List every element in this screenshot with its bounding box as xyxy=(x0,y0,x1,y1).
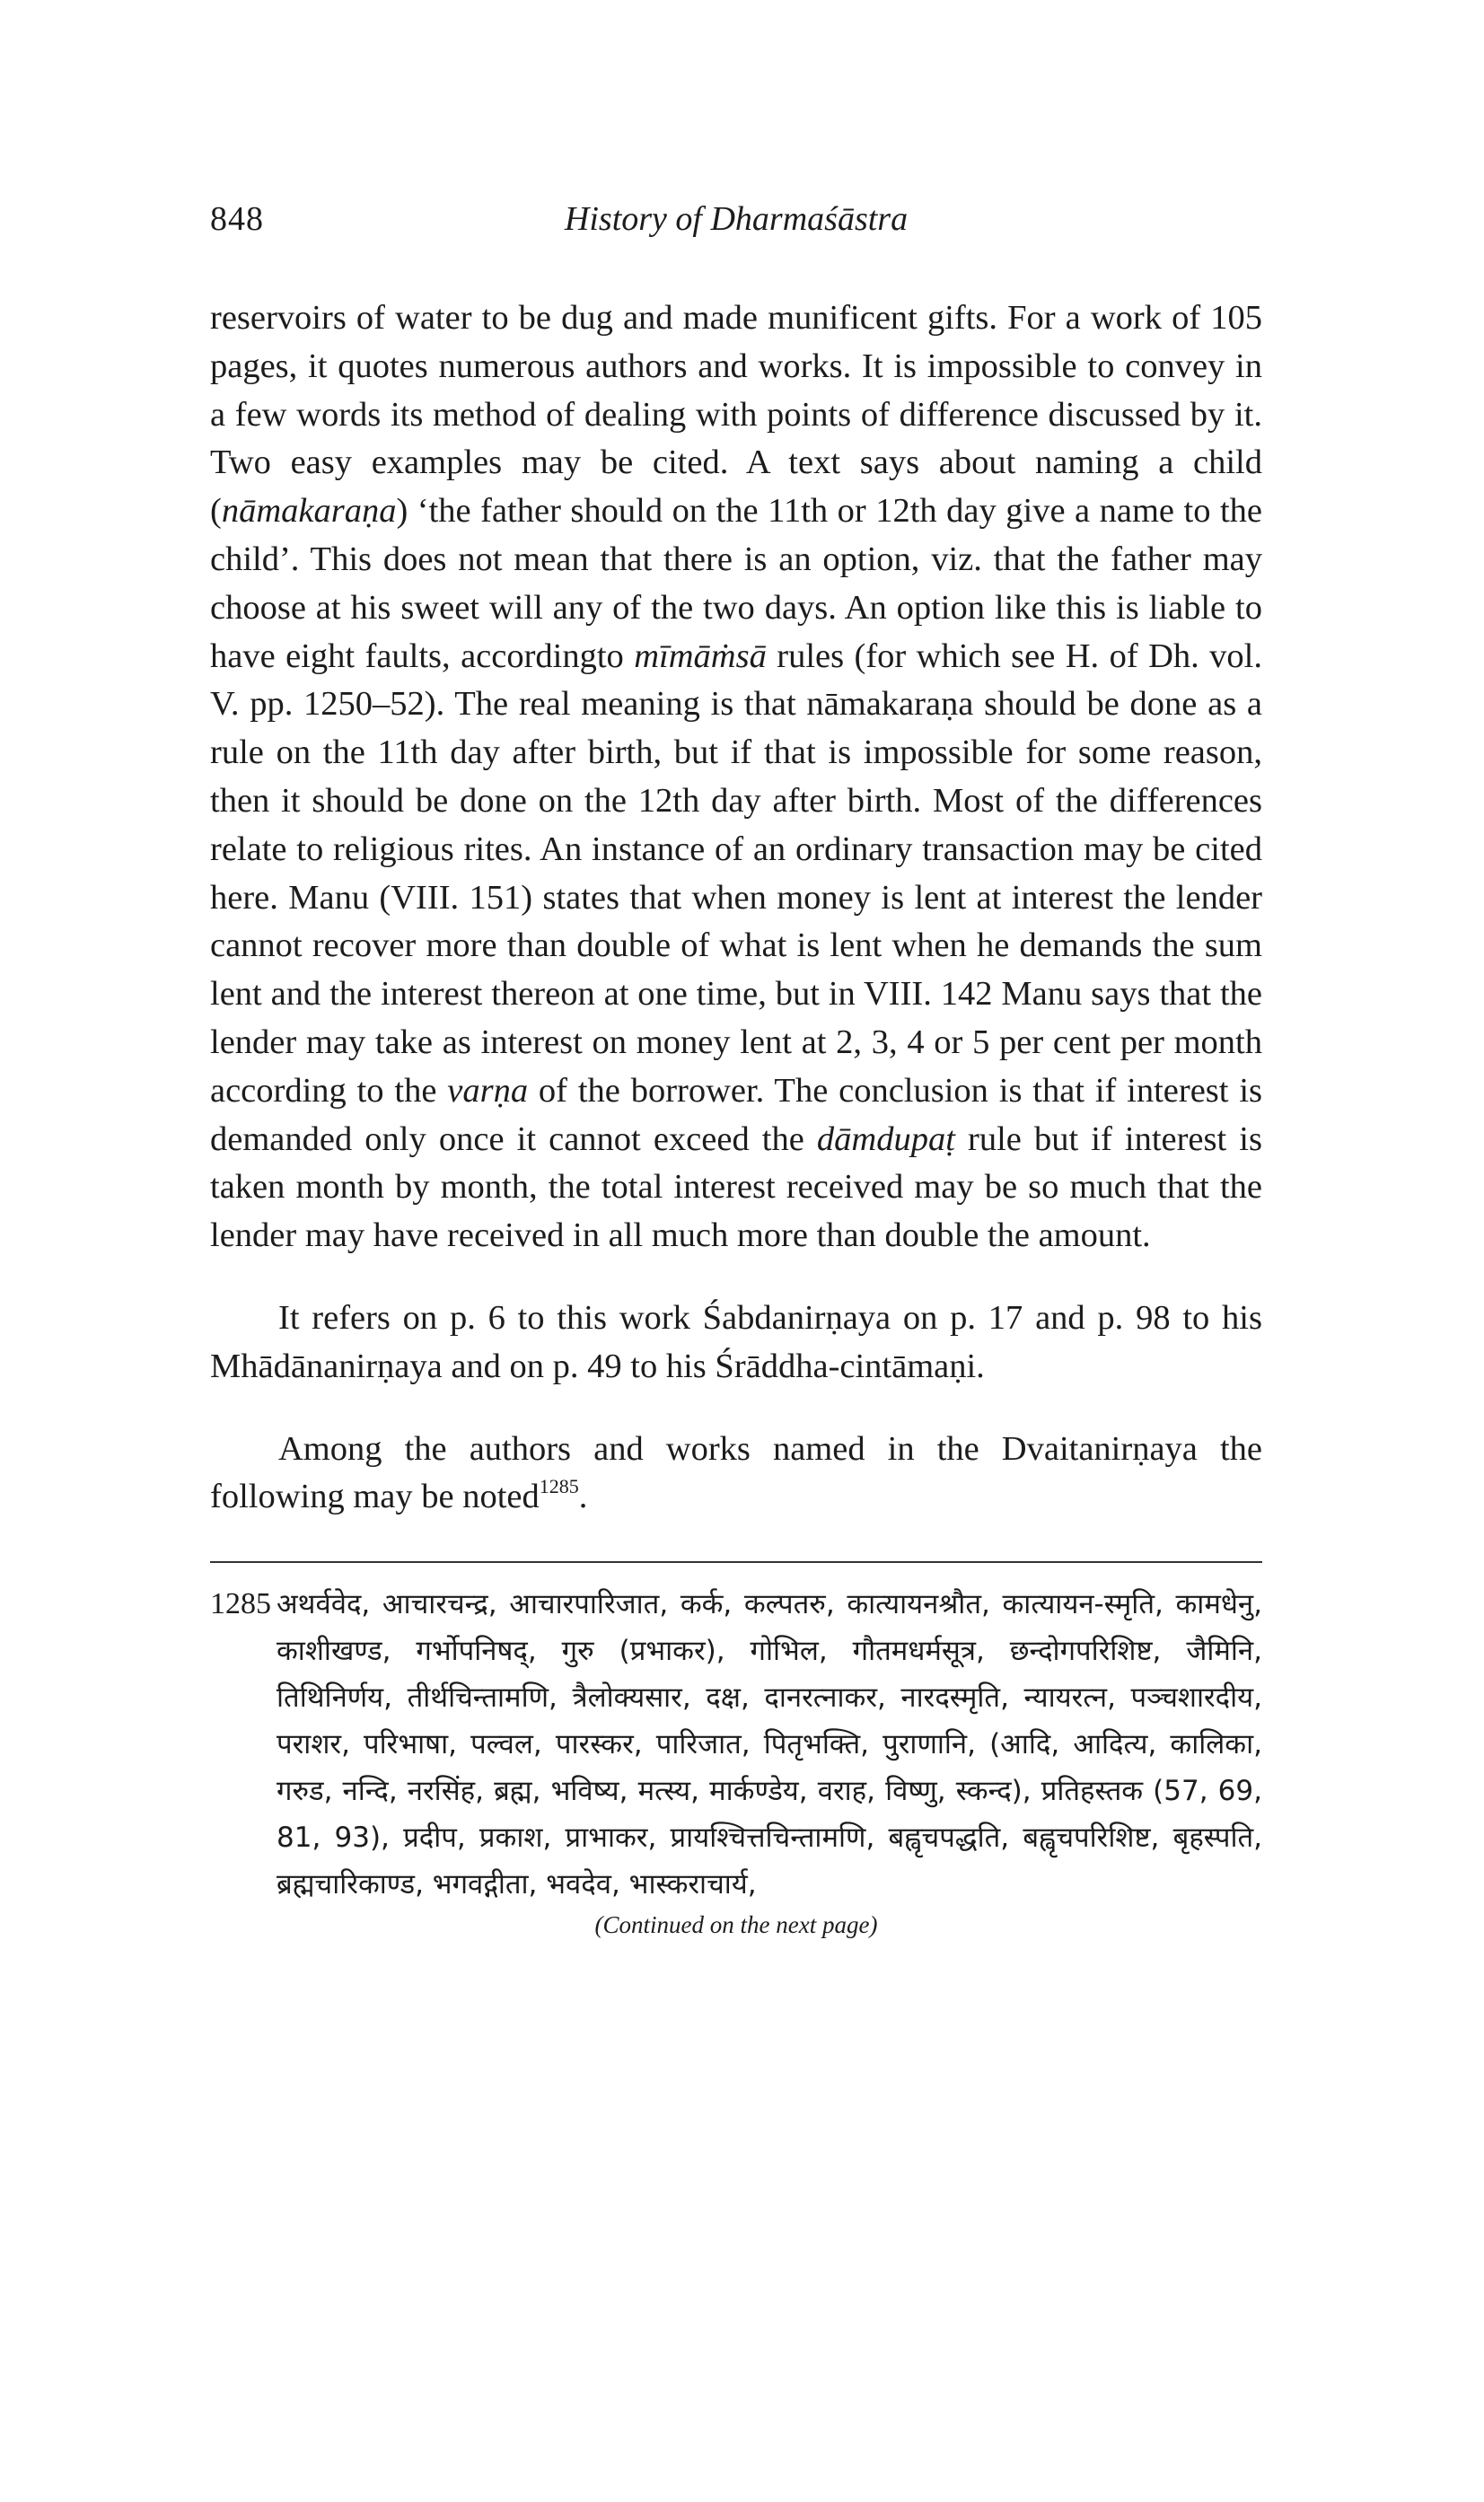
paragraph-2: It refers on p. 6 to this work Śabdanirṇaya on p. 17 and p. 98 to his Mhādānanirṇaya and on p. 49 to his Śrāddha-cintāmaṇi. xyxy=(210,1298,1262,1385)
footnote-reference[interactable]: 1285 xyxy=(539,1475,579,1498)
page-header xyxy=(210,199,1262,253)
paragraph-1-part-1: reservoirs of water to be dug and made munificent gifts. For a work of 105 pages, it quotes numerous authors and works. It is impossible to convey in a few words its method of dealing with points of difference discussed by it. Two easy examples may be cited. A text says about naming a child ( xyxy=(210,299,1262,531)
term-damdupat: dāmdupaṭ xyxy=(816,1119,955,1158)
term-mimamsa: mīmāṁsā xyxy=(634,636,767,675)
footnote-text: अथर्ववेद, आचारचन्द्र, आचारपारिजात, कर्क, कल्पतरु, कात्यायनश्रौत, कात्यायन-स्मृति, कामधेनु, काशीखण्ड, गर्भोपनिषद्, गुरु (प्रभाकर), गोभिल, गौतमधर्मसूत्र, छन्दोगपरिशिष्ट, जैमिनि, तिथिनिर्णय, तीर्थचिन्तामणि, त्रैलोक्यसार, दक्ष, दानरत्नाकर, नारदस्मृति, न्यायरत्न, पञ्चशारदीय, पराशर, परिभाषा, पल्वल, पारस्कर, पारिजात, पितृभक्ति, पुराणानि, (आदि, आदित्य, कालिका, गरुड, नन्दि, नरसिंह, ब्रह्म, भविष्य, मत्स्य, मार्कण्डेय, वराह, विष्णु, स्कन्द), प्रतिहस्तक (57, 69, 81, 93), प्रदीप, प्रकाश, प्राभाकर, प्रायश्चित्तचिन्तामणि, बह्वृचपद्धति, बह्वृचपरिशिष्ट, बृहस्पति, ब्रह्मचारिकाण्ड, भगवद्गीता, भवदेव, भास्कराचार्य, xyxy=(277,1588,1262,1901)
footnote-divider xyxy=(210,1561,1262,1563)
term-namakarana: nāmakaraṇa xyxy=(221,492,397,531)
running-title: History of Dharmaśāstra xyxy=(564,200,909,238)
footnote-number: 1285 xyxy=(210,1587,271,1621)
paragraph-1-part-4: of the borrower. The conclusion is that if interest is demanded only once it cannot exceed the xyxy=(210,1071,1262,1158)
paragraph-1-part-3: rules (for which see H. of Dh. vol. V. pp. 1250–52). The real meaning is that nāmakaraṇa should be done as a rule on the 11th day after birth, but if that is impossible for some reason, then it should be done on the 12th day after birth. Most of the differences relate to religious rites. An instance of an ordinary transaction may be cited here. Manu (VIII. 151) states that when money is lent at interest the lender cannot recover more than double of what is lent when he demands the sum lent and the interest thereon at one time, but in VIII. 142 Manu says that the lender may take as interest on money lent at 2, 3, 4 or 5 per cent per month according to the xyxy=(210,636,1262,1110)
footnote-1285 xyxy=(210,1581,1262,1908)
paragraph-1 xyxy=(210,294,1262,1260)
book-page xyxy=(210,199,1262,1939)
paragraph-3-text: Among the authors and works named in the Dvaitanirṇaya the following may be noted xyxy=(210,1429,1262,1516)
page-number: 848 xyxy=(210,200,264,238)
paragraph-3-end: . xyxy=(578,1478,588,1516)
body-text xyxy=(210,294,1262,1522)
continued-note: (Continued on the next page) xyxy=(594,1911,878,1939)
term-varna: varṇa xyxy=(447,1071,529,1110)
paragraph-3 xyxy=(210,1426,1262,1523)
paragraph-1-part-5: rule but if interest is taken month by month, the total interest received may be so much that the lender may have received in all much more than double the amount. xyxy=(210,1119,1262,1255)
paragraph-1-part-2: ) ‘the father should on the 11th or 12th day give a name to the child’. This does not mean that there is an option, viz. that the father may choose at his sweet will any of the two days. An option like this is liable to have eight faults, accordingto xyxy=(210,492,1262,675)
